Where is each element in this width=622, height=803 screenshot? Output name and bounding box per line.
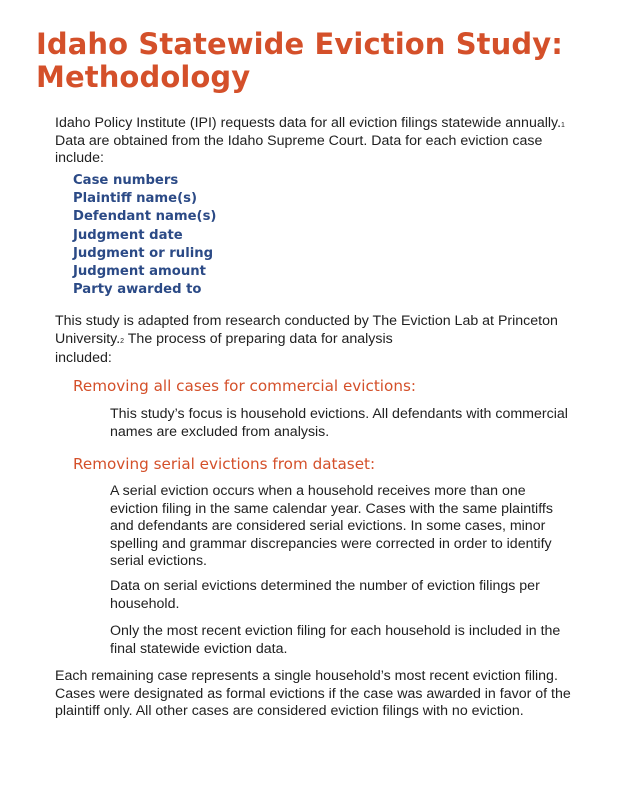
intro-paragraph: [55, 115, 575, 168]
page-title-line-1: Idaho Statewide Eviction Study:: [36, 27, 563, 61]
intro-text: Idaho Policy Institute (IPI) requests data for all eviction filings statewide annually.: [55, 115, 562, 131]
list-item: Defendant name(s): [73, 209, 217, 225]
list-item: Case numbers: [73, 173, 179, 188]
section-heading-commercial-evictions: Removing all cases for commercial evictions:: [73, 377, 416, 395]
intro-text-continued: Data are obtained from the Idaho Supreme Court. Data for each eviction case include:: [55, 132, 543, 166]
adapted-text-continued: The process of preparing data for analysis: [124, 330, 393, 347]
section-paragraph: This study’s focus is household evictions. All defendants with commercial names are excluded from analysis.: [110, 406, 568, 440]
section-paragraph: Data on serial evictions determined the number of eviction filings per household.: [110, 578, 540, 612]
section-paragraph: Only the most recent eviction filing for each household is included in the final statewide eviction data.: [110, 623, 561, 657]
page-title: [36, 28, 596, 94]
section-heading-serial-evictions: Removing serial evictions from dataset:: [73, 455, 376, 473]
list-item: Judgment amount: [73, 264, 206, 280]
page-title-line-2: Methodology: [36, 60, 251, 94]
adapted-paragraph: [55, 313, 575, 368]
adapted-text-line-3: included:: [55, 350, 112, 366]
case-data-fields-list: [73, 172, 216, 299]
list-item: Party awarded to: [73, 282, 202, 298]
section-paragraph: A serial eviction occurs when a household receives more than one eviction filing in the same calendar year. Cases with the same plaintiffs and defendants are considered serial evictions. In some cases, minor spelling and grammar discrepancies were corrected in order to identify serial evictions.: [110, 483, 553, 569]
list-item: Judgment date: [73, 227, 183, 243]
adapted-text: This study is adapted from research conducted by The Eviction Lab at Princeton University.: [55, 313, 558, 347]
list-item: Judgment or ruling: [73, 245, 214, 261]
list-item: Plaintiff name(s): [73, 191, 197, 207]
closing-paragraph: Each remaining case represents a single household’s most recent eviction filing. Cases were designated as formal evictions if the case was awarded in favor of the plaintiff only. All other cases are considered eviction filings with no eviction.: [55, 668, 571, 719]
footnote-marker-2: 2: [120, 337, 125, 345]
footnote-marker-1: 1: [561, 122, 565, 129]
